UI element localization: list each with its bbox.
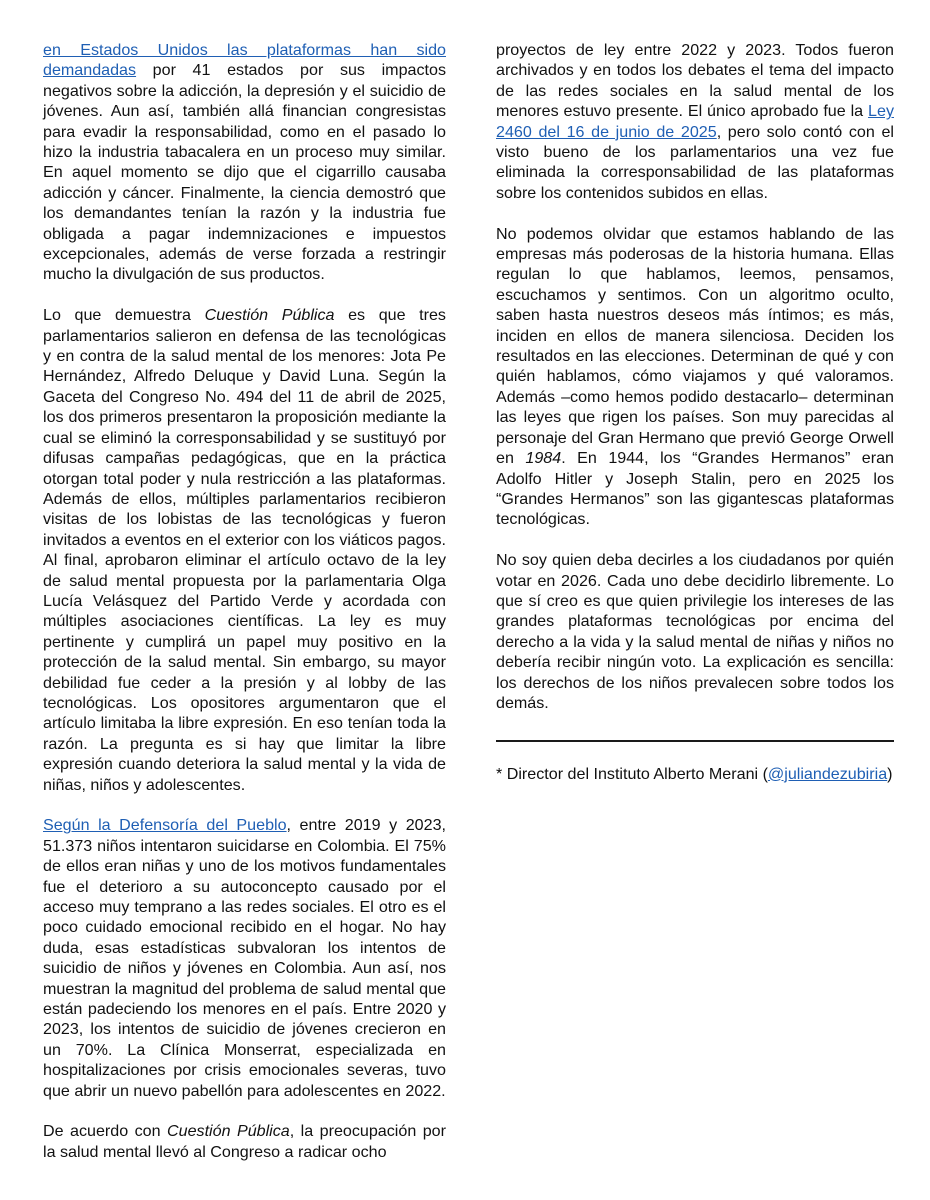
left-column — [43, 40, 446, 1183]
paragraph-text: , la preocupación por la salud mental llevó al Congreso a radicar ocho — [43, 1122, 446, 1161]
paragraph-text: , pero solo contó con el visto bueno de los parlamentarios una vez fue eliminada la corresponsabilidad de las plataformas sobre los contenidos subidos en ellas. — [496, 122, 894, 202]
footnote-divider — [496, 740, 894, 742]
paragraph-6 — [496, 224, 894, 530]
right-column — [496, 40, 894, 805]
paragraph-3 — [43, 815, 446, 1101]
paragraph-7 — [496, 550, 894, 713]
paragraph-text: No podemos olvidar que estamos hablando de las empresas más poderosas de la historia humana. Ellas regulan lo que hablamos, leemos, pensamos, escuchamos y sentimos. Con un algoritmo oculto, saben hasta nuestros deseos más íntimos; es más, inciden en ellos de manera silenciosa. Deciden los resultados en las elecciones. Determinan de qué y con quién hablamos, cómo viajamos y qué valoramos. Además –como hemos podido destacarlo– determinan las leyes que rigen los países. Son muy parecidas al personaje del Gran Hermano que previó George Orwell en — [496, 224, 894, 468]
italic-publication-name: Cuestión Pública — [204, 306, 335, 325]
link-author-handle[interactable]: @juliandezubiria — [767, 764, 888, 783]
paragraph-text: es que tres parlamentarios salieron en defensa de las tecnológicas y en contra de la salud mental de los menores: Jota Pe Hernández, Alfredo Deluque y David Luna. Según la Gaceta del Congreso No. 494 del 11 de abril de 2025, los dos primeros presentaron la proposición mediante la cual se eliminó la corresponsabilidad y se sustituyó por difusas campañas pedagógicas, que en la práctica otorgan total poder y nula restricción a las plataformas. Además de ellos, múltiples parlamentarios recibieron visitas de los lobistas de las tecnológicas y fueron invitados a eventos en el exterior con los viáticos pagos. Al final, aprobaron eliminar el artículo octavo de la ley de salud mental propuesta por la parlamentaria Olga Lucía Velásquez del Partido Verde y acordada con múltiples asociaciones científicas. La ley es muy pertinente y cumplirá un papel muy positivo en la protección de la salud mental. Sin embargo, su mayor debilidad fue ceder a la presión y al lobby de las tecnológicas. Los opositores argumentaron que el artículo limitaba la libre expresión. En eso tenían toda la razón. La pregunta es si hay que limitar la libre expresión cuando deteriora la salud mental y la vida de niñas, niños y adolescentes. — [43, 306, 446, 794]
paragraph-text: por 41 estados por sus impactos negativos sobre la adicción, la depresión y el suicidio de jóvenes. Aun así, también allá financian congresistas para evadir la responsabilidad, como en el pasado lo hizo la industria tabacalera en un proceso muy similar. En aquel momento se dijo que el cigarrillo causaba adicción y cáncer. Finalmente, la ciencia demostró que los demandantes tenían la razón y la industria fue obligada a pagar indemnizaciones e impuestos excepcionales, además de verse forzada a restringir mucho la divulgación de sus productos. — [43, 61, 446, 284]
paragraph-text: . En 1944, los “Grandes Hermanos” eran Adolfo Hitler y Joseph Stalin, pero en 2025 los “Grandes Hermanos” son las gigantescas plataformas tecnológicas. — [496, 449, 894, 529]
paragraph-text: Lo que demuestra — [43, 306, 205, 325]
paragraph-1 — [43, 40, 446, 285]
italic-publication-name: Cuestión Pública — [167, 1122, 290, 1141]
paragraph-5 — [496, 40, 894, 203]
footnote — [496, 764, 894, 784]
footnote-paren-open: ( — [762, 764, 768, 783]
link-defensoria[interactable]: Según la Defensoría del Pueblo — [43, 816, 287, 835]
paragraph-text: , entre 2019 y 2023, 51.373 niños intentaron suicidarse en Colombia. El 75% de ellos eran niñas y uno de los motivos fundamentales fue el deterioro a su autoconcepto causado por el acceso muy temprano a las redes sociales. El otro es el poco cuidado emocional recibido en el hogar. No hay duda, esas estadísticas subvaloran los intentos de suicidio de niños y jóvenes en Colombia. Aun así, nos muestran la magnitud del problema de salud mental que están padeciendo los menores en el país. Entre 2020 y 2023, los intentos de suicidio de jóvenes crecieron en un 70%. La Clínica Monserrat, especializada en hospitalizaciones por crisis emocionales severas, tuvo que abrir un nuevo pabellón para adolescentes en 2022. — [43, 816, 446, 1100]
paragraph-text: De acuerdo con — [43, 1122, 168, 1141]
paragraph-2 — [43, 305, 446, 795]
link-us-lawsuits[interactable]: en Estados Unidos las plataformas han sido demandadas — [43, 41, 446, 80]
paragraph-text: No soy quien deba decirles a los ciudadanos por quién votar en 2026. Cada uno debe decidirlo libremente. Lo que sí creo es que quien privilegie los intereses de las grandes plataformas tecnológicas por encima del derecho a la vida y la salud mental de niñas y niños no debería recibir ningún voto. La explicación es sencilla: los derechos de los niños prevalecen sobre todos los demás. — [496, 551, 894, 712]
italic-book-title: 1984 — [525, 449, 562, 468]
footnote-paren-close: ) — [887, 764, 893, 783]
paragraph-4 — [43, 1121, 446, 1162]
link-ley-2460[interactable]: Ley 2460 del 16 de junio de 2025 — [496, 102, 894, 141]
paragraph-text: proyectos de ley entre 2022 y 2023. Todos fueron archivados y en todos los debates el tema del impacto de las redes sociales en la salud mental de los menores estuvo presente. El único aprobado fue la — [496, 41, 894, 121]
footnote-text: * Director del Instituto Alberto Merani — [496, 764, 763, 783]
